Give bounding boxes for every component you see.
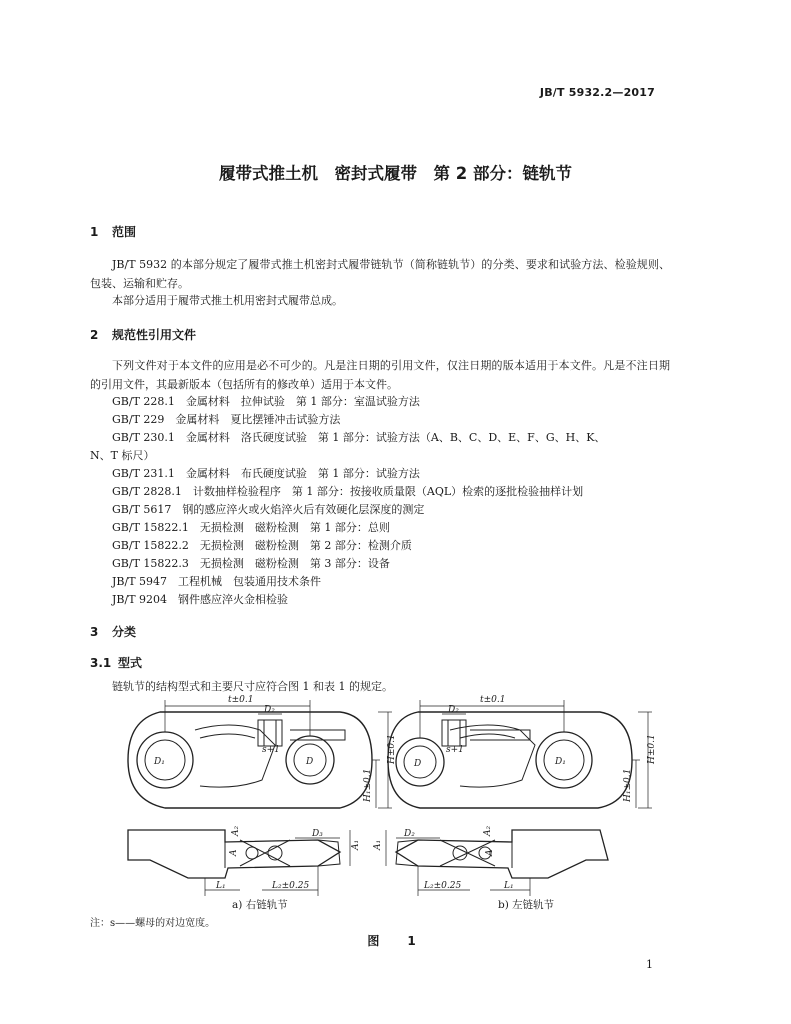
reference-item: GB/T 230.1 金属材料 洛氏硬度试验 第 1 部分：试验方法（A、B、C、D、E、F、G、H、K、 <box>112 431 606 444</box>
dim-d1: D₁ <box>154 757 165 767</box>
figure-label: 图 1 <box>367 934 424 948</box>
dim-h1: H₁±0.1 <box>363 768 373 802</box>
dim-s1: s+1 <box>446 745 464 755</box>
dim-pitch: t±0.1 <box>480 695 506 705</box>
reference-item: GB/T 229 金属材料 夏比摆锤冲击试验方法 <box>112 413 341 426</box>
document-title: 履带式推土机 密封式履带 第 2 部分：链轨节 <box>219 164 572 183</box>
section-3-1-text: 链轨节的结构型式和主要尺寸应符合图 1 和表 1 的规定。 <box>112 680 393 693</box>
dim-s1: s+1 <box>262 745 280 755</box>
section-3-1-heading <box>90 654 142 671</box>
dim-l1: L₁ <box>504 881 514 891</box>
reference-item: JB/T 5947 工程机械 包装通用技术条件 <box>112 575 322 588</box>
dim-d1: D₁ <box>555 757 566 767</box>
standard-code: JB/T 5932.2—2017 <box>539 86 655 99</box>
dim-h: H±0.1 <box>387 734 397 764</box>
section-2-heading <box>90 326 196 343</box>
section-title: 范围 <box>112 225 137 239</box>
dim-d2: D₂ <box>448 705 459 715</box>
dim-a2: A₂ <box>231 825 241 836</box>
dim-d: D <box>306 757 314 767</box>
track-link-drawing <box>0 690 791 912</box>
reference-item: GB/T 228.1 金属材料 拉伸试验 第 1 部分：室温试验方法 <box>112 395 420 408</box>
reference-item: GB/T 15822.3 无损检测 磁粉检测 第 3 部分：设备 <box>112 557 390 570</box>
reference-item: GB/T 15822.1 无损检测 磁粉检测 第 1 部分：总则 <box>112 521 390 534</box>
section-number: 3.1 <box>90 656 112 670</box>
dim-h: H±0.1 <box>647 734 657 764</box>
caption-right-link: a) 右链轨节 <box>232 899 288 911</box>
section-number: 1 <box>90 225 99 239</box>
figure-note: 注：s——螺母的对边宽度。 <box>90 918 216 929</box>
dim-l2: L₂±0.25 <box>424 881 462 891</box>
dim-a1: A₁ <box>351 839 361 850</box>
section-1-heading <box>90 223 136 240</box>
caption-left-link: b) 左链轨节 <box>498 899 555 911</box>
left-link-section-view <box>396 830 608 878</box>
reference-item: GB/T 2828.1 计数抽样检验程序 第 1 部分：按接收质量限（AQL）检索的逐批检验抽样计划 <box>112 485 584 498</box>
dim-a2: A₂ <box>483 825 493 836</box>
dim-d2: D₂ <box>264 705 275 715</box>
reference-item: GB/T 231.1 金属材料 布氏硬度试验 第 1 部分：试验方法 <box>112 467 420 480</box>
section-title: 分类 <box>112 625 137 639</box>
dim-l1: L₁ <box>216 881 226 891</box>
reference-item: GB/T 15822.2 无损检测 磁粉检测 第 2 部分：检测介质 <box>112 539 412 552</box>
section-title: 规范性引用文件 <box>112 328 197 342</box>
section-2-intro: 下列文件对于本文件的应用是必不可少的。凡是注日期的引用文件，仅注日期的版本适用于本文件。凡是不注日期的引用文件，其最新版本（包括所有的修改单）适用于本文件。 <box>90 359 670 391</box>
section-number: 2 <box>90 328 99 342</box>
dim-l2: L₂±0.25 <box>272 881 310 891</box>
dim-d: D <box>414 759 422 769</box>
left-link-side-view <box>388 712 632 808</box>
dim-a: A <box>485 849 495 856</box>
reference-item: GB/T 5617 钢的感应淬火或火焰淬火后有效硬化层深度的测定 <box>112 503 425 516</box>
reference-item-continuation: N、T 标尺） <box>90 449 155 462</box>
dim-pitch: t±0.1 <box>228 695 254 705</box>
dim-d2: D₂ <box>404 829 415 839</box>
section-title: 型式 <box>118 656 143 670</box>
reference-item: JB/T 9204 钢件感应淬火金相检验 <box>112 593 289 606</box>
page-number: 1 <box>646 958 653 971</box>
dim-d3: D₃ <box>312 829 323 839</box>
dim-a: A <box>229 849 239 856</box>
dim-h1: H₁±0.1 <box>623 768 633 802</box>
section-1-paragraph-2: 本部分适用于履带式推土机用密封式履带总成。 <box>112 294 343 307</box>
section-number: 3 <box>90 625 99 639</box>
section-1-paragraph-1: JB/T 5932 的本部分规定了履带式推土机密封式履带链轨节（简称链轨节）的分类、要求和试验方法、检验规则、包装、运输和贮存。 <box>90 258 670 290</box>
dim-a1: A₁ <box>373 839 383 850</box>
section-3-heading <box>90 623 136 640</box>
